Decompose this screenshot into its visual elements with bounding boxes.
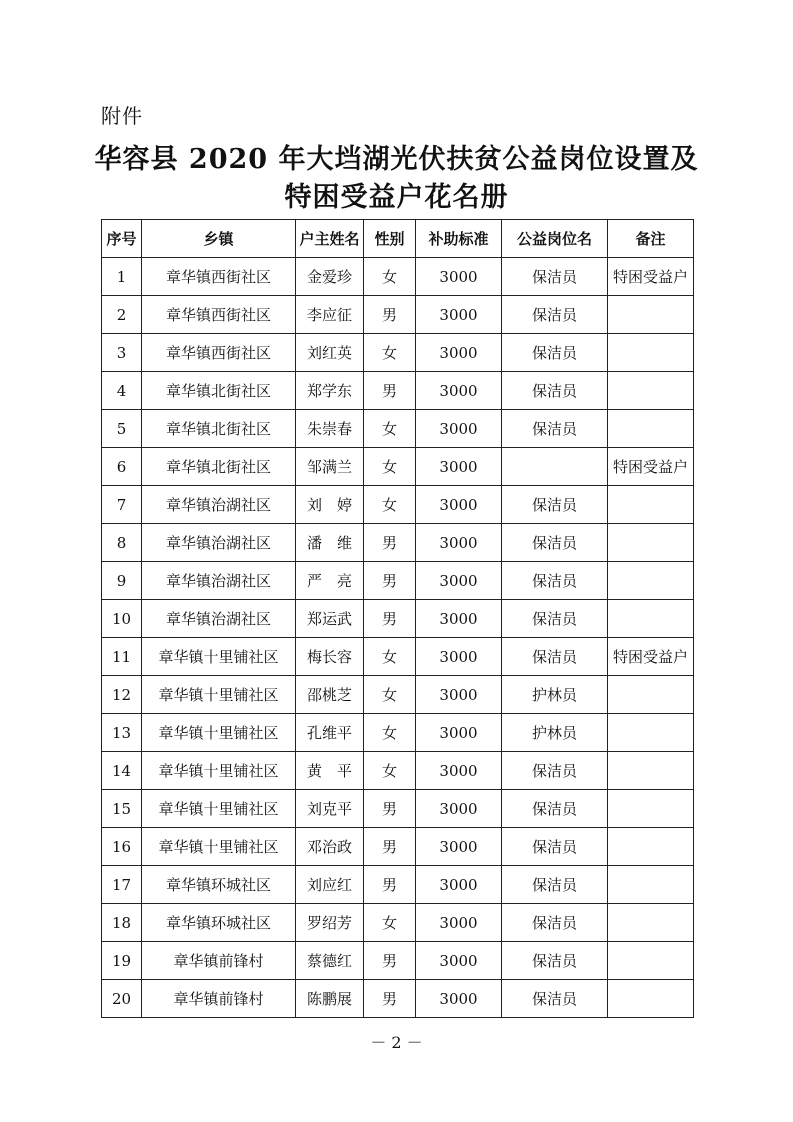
cell-public-post: 保洁员: [502, 562, 608, 600]
cell-public-post: 保洁员: [502, 258, 608, 296]
table-row: [102, 866, 694, 904]
cell-gender: 女: [364, 258, 416, 296]
cell-serial-number: 15: [102, 790, 142, 828]
cell-subsidy-standard: 3000: [416, 562, 502, 600]
cell-remarks: 特困受益户: [608, 638, 694, 676]
cell-serial-number: 8: [102, 524, 142, 562]
cell-gender: 女: [364, 486, 416, 524]
cell-remarks: [608, 562, 694, 600]
cell-serial-number: 3: [102, 334, 142, 372]
cell-remarks: [608, 714, 694, 752]
cell-township: 章华镇前锋村: [142, 942, 296, 980]
cell-serial-number: 17: [102, 866, 142, 904]
header-subsidy-standard: 补助标准: [416, 220, 502, 258]
cell-public-post: 保洁员: [502, 752, 608, 790]
cell-township: 章华镇十里铺社区: [142, 714, 296, 752]
cell-subsidy-standard: 3000: [416, 866, 502, 904]
cell-public-post: 保洁员: [502, 904, 608, 942]
cell-public-post: 保洁员: [502, 486, 608, 524]
table-row: [102, 448, 694, 486]
table-row: [102, 676, 694, 714]
cell-subsidy-standard: 3000: [416, 790, 502, 828]
cell-subsidy-standard: 3000: [416, 600, 502, 638]
cell-township: 章华镇西街社区: [142, 334, 296, 372]
cell-serial-number: 19: [102, 942, 142, 980]
table-body: [102, 258, 694, 1018]
cell-remarks: [608, 942, 694, 980]
cell-remarks: [608, 334, 694, 372]
cell-gender: 男: [364, 980, 416, 1018]
cell-householder-name: 郑运武: [296, 600, 364, 638]
cell-householder-name: 刘应红: [296, 866, 364, 904]
cell-township: 章华镇十里铺社区: [142, 638, 296, 676]
cell-township: 章华镇北街社区: [142, 372, 296, 410]
cell-remarks: [608, 410, 694, 448]
cell-township: 章华镇西街社区: [142, 258, 296, 296]
cell-subsidy-standard: 3000: [416, 296, 502, 334]
cell-subsidy-standard: 3000: [416, 524, 502, 562]
cell-gender: 女: [364, 334, 416, 372]
cell-public-post: 保洁员: [502, 296, 608, 334]
header-remarks: 备注: [608, 220, 694, 258]
table-row: [102, 752, 694, 790]
table-row: [102, 638, 694, 676]
cell-township: 章华镇前锋村: [142, 980, 296, 1018]
cell-remarks: [608, 486, 694, 524]
cell-gender: 男: [364, 372, 416, 410]
cell-public-post: 保洁员: [502, 828, 608, 866]
header-serial-number: 序号: [102, 220, 142, 258]
cell-public-post: 保洁员: [502, 980, 608, 1018]
table-row: [102, 372, 694, 410]
cell-serial-number: 5: [102, 410, 142, 448]
cell-householder-name: 刘 婷: [296, 486, 364, 524]
cell-subsidy-standard: 3000: [416, 904, 502, 942]
cell-remarks: [608, 904, 694, 942]
table-row: [102, 828, 694, 866]
table-row: [102, 334, 694, 372]
cell-public-post: 保洁员: [502, 524, 608, 562]
cell-township: 章华镇环城社区: [142, 866, 296, 904]
cell-gender: 女: [364, 448, 416, 486]
cell-householder-name: 陈鹏展: [296, 980, 364, 1018]
cell-subsidy-standard: 3000: [416, 410, 502, 448]
cell-subsidy-standard: 3000: [416, 980, 502, 1018]
cell-township: 章华镇北街社区: [142, 410, 296, 448]
cell-serial-number: 2: [102, 296, 142, 334]
cell-gender: 女: [364, 638, 416, 676]
cell-householder-name: 罗绍芳: [296, 904, 364, 942]
table-row: [102, 714, 694, 752]
table-row: [102, 942, 694, 980]
beneficiary-table: [101, 219, 694, 1018]
cell-township: 章华镇治湖社区: [142, 562, 296, 600]
cell-public-post: 护林员: [502, 714, 608, 752]
cell-subsidy-standard: 3000: [416, 372, 502, 410]
cell-township: 章华镇治湖社区: [142, 600, 296, 638]
cell-householder-name: 严 亮: [296, 562, 364, 600]
table-row: [102, 980, 694, 1018]
cell-serial-number: 16: [102, 828, 142, 866]
cell-township: 章华镇北街社区: [142, 448, 296, 486]
cell-remarks: [608, 676, 694, 714]
cell-public-post: 保洁员: [502, 334, 608, 372]
cell-serial-number: 10: [102, 600, 142, 638]
table-row: [102, 600, 694, 638]
cell-gender: 女: [364, 904, 416, 942]
cell-serial-number: 18: [102, 904, 142, 942]
cell-serial-number: 1: [102, 258, 142, 296]
cell-householder-name: 潘 维: [296, 524, 364, 562]
cell-gender: 女: [364, 676, 416, 714]
cell-public-post: 保洁员: [502, 410, 608, 448]
cell-gender: 男: [364, 562, 416, 600]
cell-gender: 女: [364, 714, 416, 752]
cell-gender: 男: [364, 790, 416, 828]
cell-subsidy-standard: 3000: [416, 448, 502, 486]
cell-householder-name: 孔维平: [296, 714, 364, 752]
table-row: [102, 524, 694, 562]
cell-remarks: [608, 372, 694, 410]
cell-serial-number: 4: [102, 372, 142, 410]
cell-subsidy-standard: 3000: [416, 638, 502, 676]
cell-public-post: 保洁员: [502, 600, 608, 638]
cell-gender: 男: [364, 600, 416, 638]
cell-township: 章华镇十里铺社区: [142, 828, 296, 866]
cell-remarks: 特困受益户: [608, 448, 694, 486]
cell-public-post: 保洁员: [502, 638, 608, 676]
cell-public-post: 保洁员: [502, 866, 608, 904]
table-row: [102, 562, 694, 600]
cell-householder-name: 邓治政: [296, 828, 364, 866]
cell-township: 章华镇十里铺社区: [142, 752, 296, 790]
header-gender: 性别: [364, 220, 416, 258]
cell-householder-name: 刘红英: [296, 334, 364, 372]
cell-township: 章华镇十里铺社区: [142, 676, 296, 714]
table-row: [102, 904, 694, 942]
cell-township: 章华镇治湖社区: [142, 486, 296, 524]
cell-public-post: [502, 448, 608, 486]
cell-subsidy-standard: 3000: [416, 752, 502, 790]
cell-serial-number: 12: [102, 676, 142, 714]
cell-township: 章华镇西街社区: [142, 296, 296, 334]
cell-remarks: [608, 752, 694, 790]
cell-householder-name: 李应征: [296, 296, 364, 334]
cell-gender: 男: [364, 296, 416, 334]
cell-householder-name: 郑学东: [296, 372, 364, 410]
cell-subsidy-standard: 3000: [416, 486, 502, 524]
cell-remarks: [608, 296, 694, 334]
cell-householder-name: 金爱珍: [296, 258, 364, 296]
cell-serial-number: 20: [102, 980, 142, 1018]
table-header-row: [102, 220, 694, 258]
cell-gender: 男: [364, 866, 416, 904]
cell-householder-name: 刘克平: [296, 790, 364, 828]
cell-gender: 男: [364, 828, 416, 866]
cell-serial-number: 7: [102, 486, 142, 524]
cell-subsidy-standard: 3000: [416, 334, 502, 372]
cell-subsidy-standard: 3000: [416, 942, 502, 980]
cell-householder-name: 邹满兰: [296, 448, 364, 486]
cell-serial-number: 13: [102, 714, 142, 752]
cell-remarks: 特困受益户: [608, 258, 694, 296]
document-title-line-2: 特困受益户花名册: [284, 182, 509, 213]
table-row: [102, 258, 694, 296]
cell-serial-number: 11: [102, 638, 142, 676]
cell-remarks: [608, 828, 694, 866]
cell-householder-name: 梅长容: [296, 638, 364, 676]
cell-gender: 女: [364, 410, 416, 448]
cell-subsidy-standard: 3000: [416, 258, 502, 296]
document-title-line-1: 华容县 2020 年大垱湖光伏扶贫公益岗位设置及: [94, 144, 699, 175]
cell-remarks: [608, 980, 694, 1018]
attachment-label: 附件: [101, 104, 143, 128]
cell-householder-name: 黄 平: [296, 752, 364, 790]
cell-subsidy-standard: 3000: [416, 828, 502, 866]
header-public-post: 公益岗位名: [502, 220, 608, 258]
cell-gender: 女: [364, 752, 416, 790]
cell-householder-name: 蔡德红: [296, 942, 364, 980]
cell-remarks: [608, 524, 694, 562]
cell-public-post: 保洁员: [502, 790, 608, 828]
cell-remarks: [608, 790, 694, 828]
cell-serial-number: 14: [102, 752, 142, 790]
cell-serial-number: 9: [102, 562, 142, 600]
table-row: [102, 486, 694, 524]
cell-public-post: 护林员: [502, 676, 608, 714]
table-row: [102, 410, 694, 448]
cell-remarks: [608, 866, 694, 904]
cell-remarks: [608, 600, 694, 638]
cell-gender: 男: [364, 524, 416, 562]
header-householder-name: 户主姓名: [296, 220, 364, 258]
cell-householder-name: 邵桃芝: [296, 676, 364, 714]
cell-public-post: 保洁员: [502, 372, 608, 410]
cell-gender: 男: [364, 942, 416, 980]
cell-subsidy-standard: 3000: [416, 714, 502, 752]
table-row: [102, 790, 694, 828]
cell-subsidy-standard: 3000: [416, 676, 502, 714]
cell-township: 章华镇十里铺社区: [142, 790, 296, 828]
cell-serial-number: 6: [102, 448, 142, 486]
cell-township: 章华镇治湖社区: [142, 524, 296, 562]
table-row: [102, 296, 694, 334]
cell-householder-name: 朱崇春: [296, 410, 364, 448]
cell-public-post: 保洁员: [502, 942, 608, 980]
page-number: － 2 －: [370, 1033, 423, 1052]
header-township: 乡镇: [142, 220, 296, 258]
cell-township: 章华镇环城社区: [142, 904, 296, 942]
